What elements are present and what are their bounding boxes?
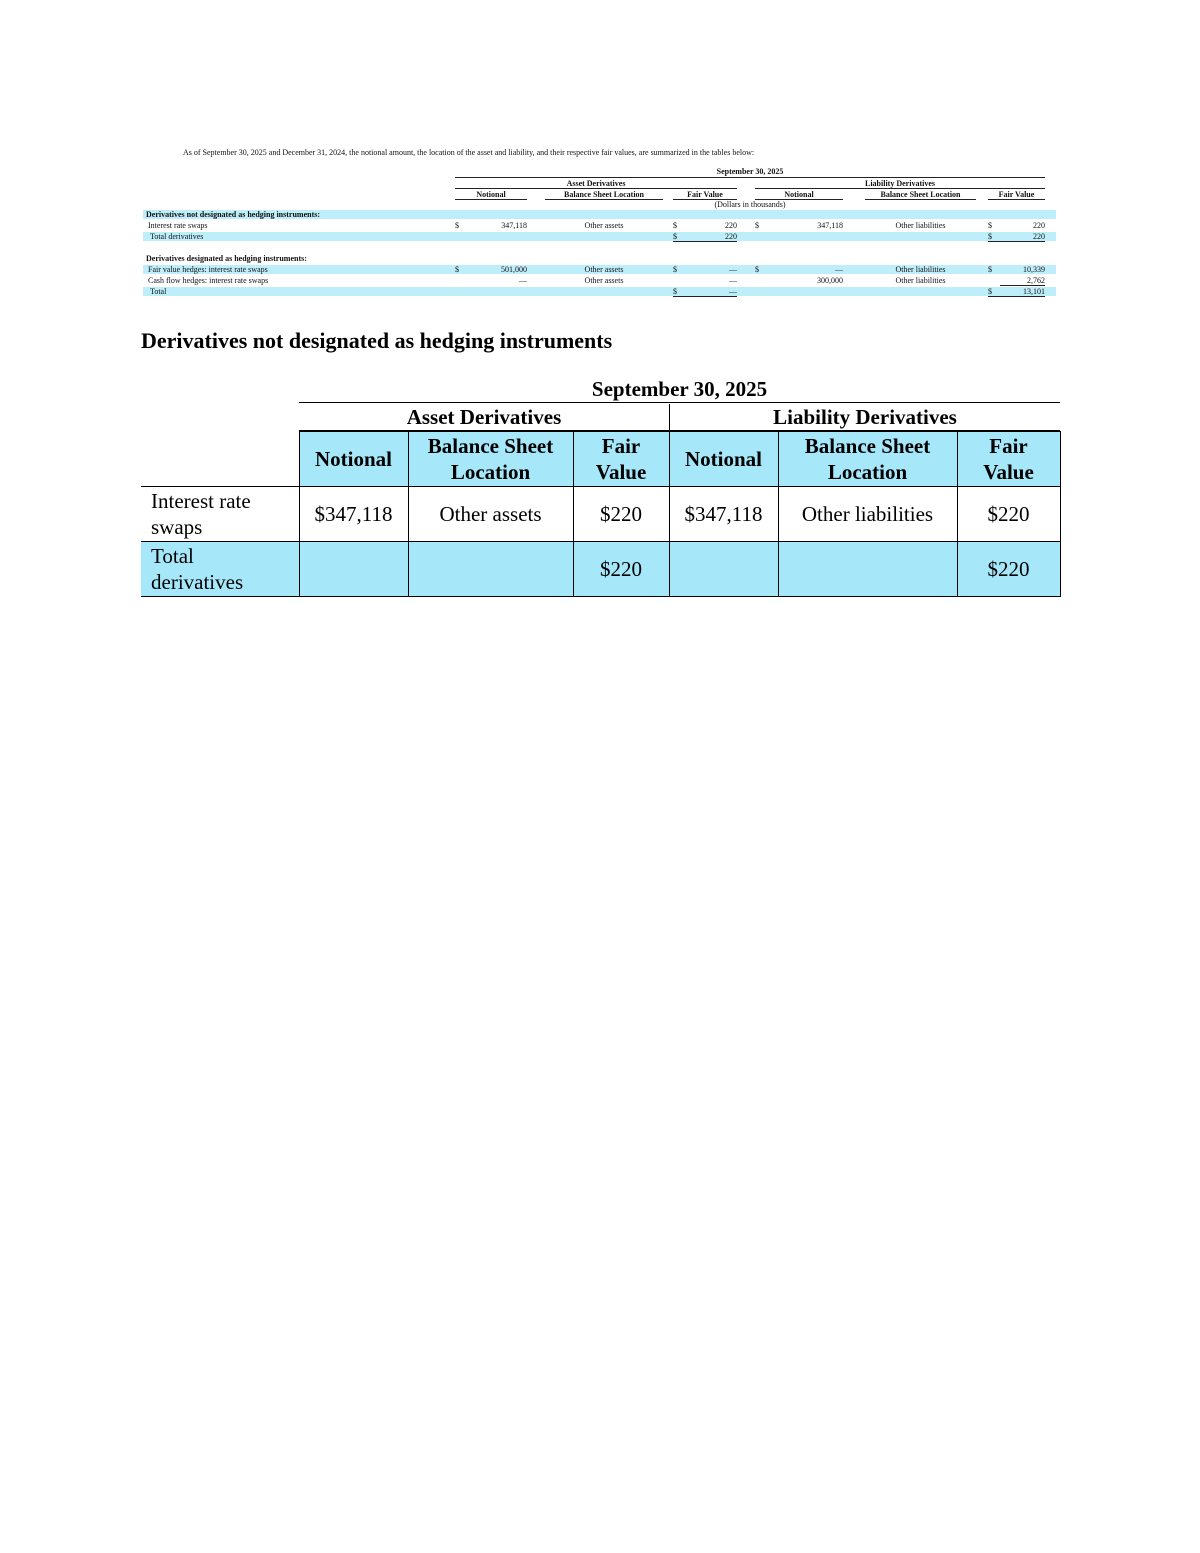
column-header-row bbox=[141, 432, 1060, 487]
src-asset-group: Asset Derivatives bbox=[566, 179, 626, 188]
cell: $347,118 bbox=[669, 487, 778, 542]
date-header: September 30, 2025 bbox=[591, 377, 768, 401]
src-col-fair-2: Fair Value bbox=[988, 190, 1045, 200]
src-date-header: September 30, 2025 bbox=[716, 167, 784, 176]
asset-derivatives-header: Asset Derivatives bbox=[406, 405, 562, 429]
liability-derivatives-header: Liability Derivatives bbox=[773, 405, 957, 429]
cell: $347,118 bbox=[299, 487, 408, 542]
cell bbox=[408, 542, 573, 597]
src-liability-group: Liability Derivatives bbox=[865, 179, 935, 188]
cell bbox=[299, 542, 408, 597]
cell bbox=[778, 542, 957, 597]
col-notional: Notional bbox=[299, 432, 408, 487]
col-notional-liability: Notional bbox=[669, 432, 778, 487]
source-table-image: As of September 30, 2025 and December 31, 2024, the notional amount, the location of the asset and liability, and their respective fair values, are summarized in the tables below: September 30, 2025 Asset Derivatives Liability Derivatives Notional Balance Sheet Location Fair Value Notional Balance Sheet Location Fair Value (Dollars in thousands) Derivatives not designated as hedging instruments: Interest rate swaps $ 347,118 Other assets $ 220 $ 347,118 Other liabilities $ 220 Total derivatives $ 220 $ 220 Derivatives designated as hedging instruments: Fair value hedges: interest rate swaps $ 501,000 Other assets $ — $ — Other liabilities $ 10,339 Cash flow hedges: interest rate swaps — Other assets — 300,000 Other liabilities 2,762 Total $ — $ 13,101 bbox=[0, 0, 1200, 310]
src-section-not-designated: Derivatives not designated as hedging instruments: bbox=[146, 210, 321, 219]
intro-text: As of September 30, 2025 and December 31, 2024, the notional amount, the location of the asset and liability, and their respective fair values, are summarized in the tables below: bbox=[183, 148, 755, 157]
src-col-notional-2: Notional bbox=[755, 190, 843, 200]
src-col-location-2: Balance Sheet Location bbox=[865, 190, 976, 200]
cell: $220 bbox=[573, 542, 669, 597]
cell: $220 bbox=[957, 487, 1060, 542]
src-units: (Dollars in thousands) bbox=[714, 200, 786, 209]
row-label: Total derivatives bbox=[141, 542, 299, 597]
src-row-label: Interest rate swaps bbox=[148, 221, 208, 230]
table-row bbox=[141, 487, 1060, 542]
src-col-fair: Fair Value bbox=[673, 190, 737, 200]
col-balance-sheet-location-liability: Balance Sheet Location bbox=[778, 432, 957, 487]
cell: Other assets bbox=[408, 487, 573, 542]
cell: $220 bbox=[573, 487, 669, 542]
cell bbox=[669, 542, 778, 597]
src-col-location: Balance Sheet Location bbox=[545, 190, 663, 200]
col-fair-value-liability: Fair Value bbox=[957, 432, 1060, 487]
col-balance-sheet-location: Balance Sheet Location bbox=[408, 432, 573, 487]
table-row-total bbox=[141, 542, 1060, 597]
section-heading: Derivatives not designated as hedging instruments bbox=[141, 328, 613, 353]
row-label: Interest rate swaps bbox=[141, 487, 299, 542]
cell: Other liabilities bbox=[778, 487, 957, 542]
src-col-notional: Notional bbox=[455, 190, 527, 200]
src-section-designated: Derivatives designated as hedging instruments: bbox=[146, 254, 307, 263]
col-fair-value: Fair Value bbox=[573, 432, 669, 487]
cell: $220 bbox=[957, 542, 1060, 597]
derivatives-grid bbox=[141, 431, 1061, 597]
